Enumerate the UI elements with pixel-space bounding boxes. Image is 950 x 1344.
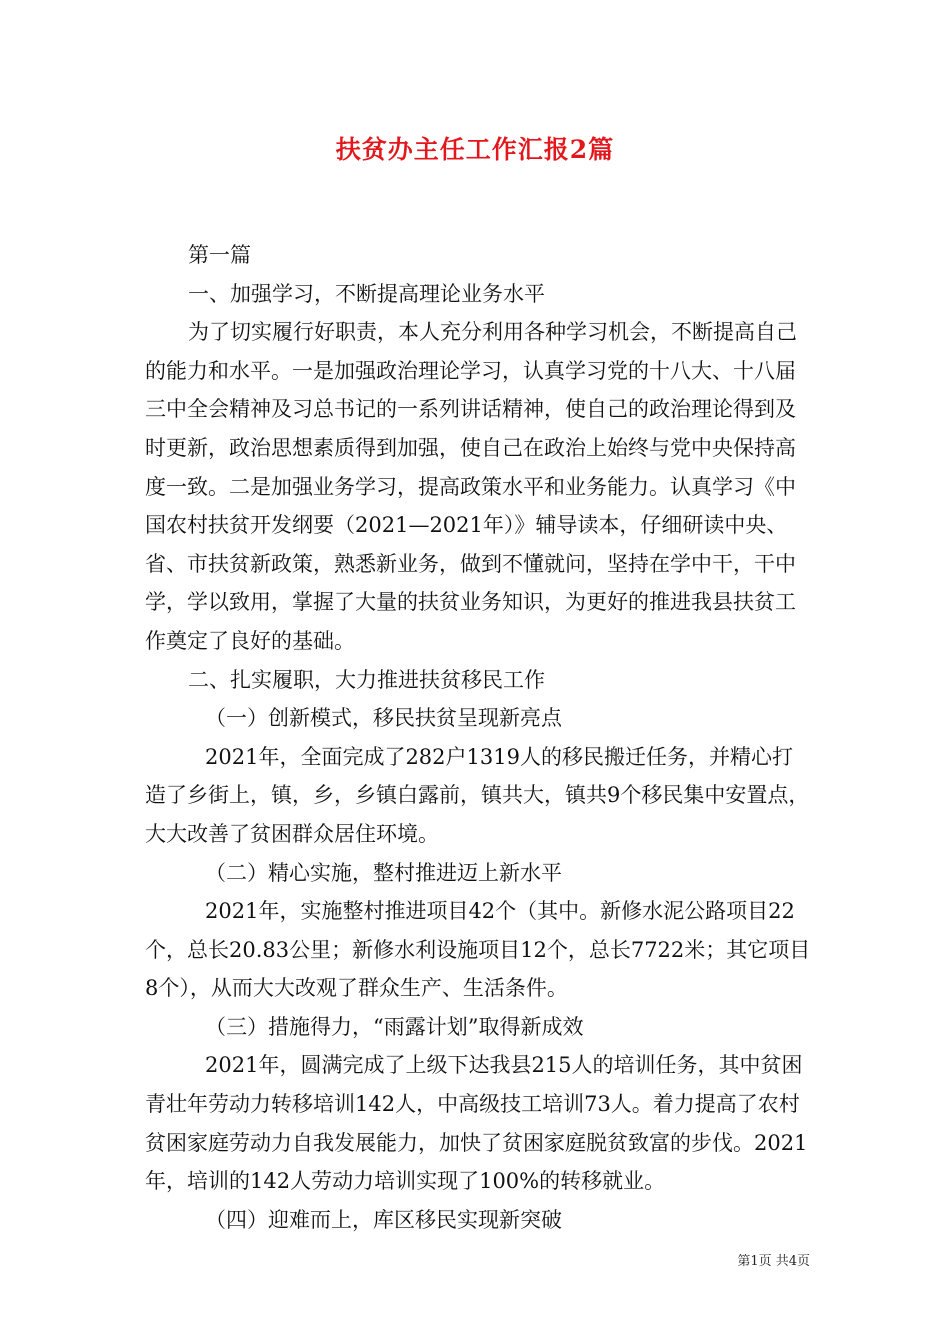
body-paragraph: 2021年，圆满完成了上级下达我县215人的培训任务，其中贫困青壮年劳动力转移培训142人，中高级技工培训73人。着力提高了农村贫困家庭劳动力自我发展能力，加快了贫困家庭脱贫致富的步伐。2021年，培训的142人劳动力培训实现了100%的转移就业。 (145, 1053, 808, 1194)
subsection-heading: （二）精心实施，整村推进迈上新水平 (205, 860, 562, 885)
section-heading: 第一篇 (188, 243, 251, 267)
section-heading: 二、扎实履职，大力推进扶贫移民工作 (188, 667, 545, 692)
section-heading: 一、加强学习，不断提高理论业务水平 (188, 281, 545, 306)
body-paragraph: 2021年，全面完成了282户1319人的移民搬迁任务，并精心打造了乡街上，镇，乡，乡镇白露前，镇共大，镇共9个移民集中安置点，大大改善了贫困群众居住环境。 (145, 744, 810, 846)
body-paragraph: 2021年，实施整村推进项目42个（其中。新修水泥公路项目22个，总长20.83公里；新修水利设施项目12个，总长7722米；其它项目8个），从而大大改观了群众生产、生活条件。 (145, 899, 811, 1001)
subsection-heading: （四）迎难而上，库区移民实现新突破 (205, 1207, 562, 1232)
subsection-heading: （三）措施得力，“雨露计划”取得新成效 (205, 1014, 584, 1039)
document-title: 扶贫办主任工作汇报2篇 (335, 135, 615, 164)
subsection-heading: （一）创新模式，移民扶贫呈现新亮点 (205, 706, 562, 731)
page-number-footer: 第1页 共4页 (737, 1254, 810, 1269)
body-paragraph: 为了切实履行好职责，本人充分利用各种学习机会，不断提高自己的能力和水平。一是加强政治理论学习，认真学习党的十八大、十八届三中全会精神及习总书记的一系列讲话精神，使自己的政治理论得到及时更新，政治思想素质得到加强，使自己在政治上始终与党中央保持高度一致。二是加强业务学习，提高政策水平和业务能力。认真学习《中国农村扶贫开发纲要（2021—2021年）》辅导读本，仔细研读中央、省、市扶贫新政策，熟悉新业务，做到不懂就问，坚持在学中干，干中学，学以致用，掌握了大量的扶贫业务知识，为更好的推进我县扶贫工作奠定了良好的基础。 (145, 320, 797, 653)
document-body (145, 236, 813, 1239)
